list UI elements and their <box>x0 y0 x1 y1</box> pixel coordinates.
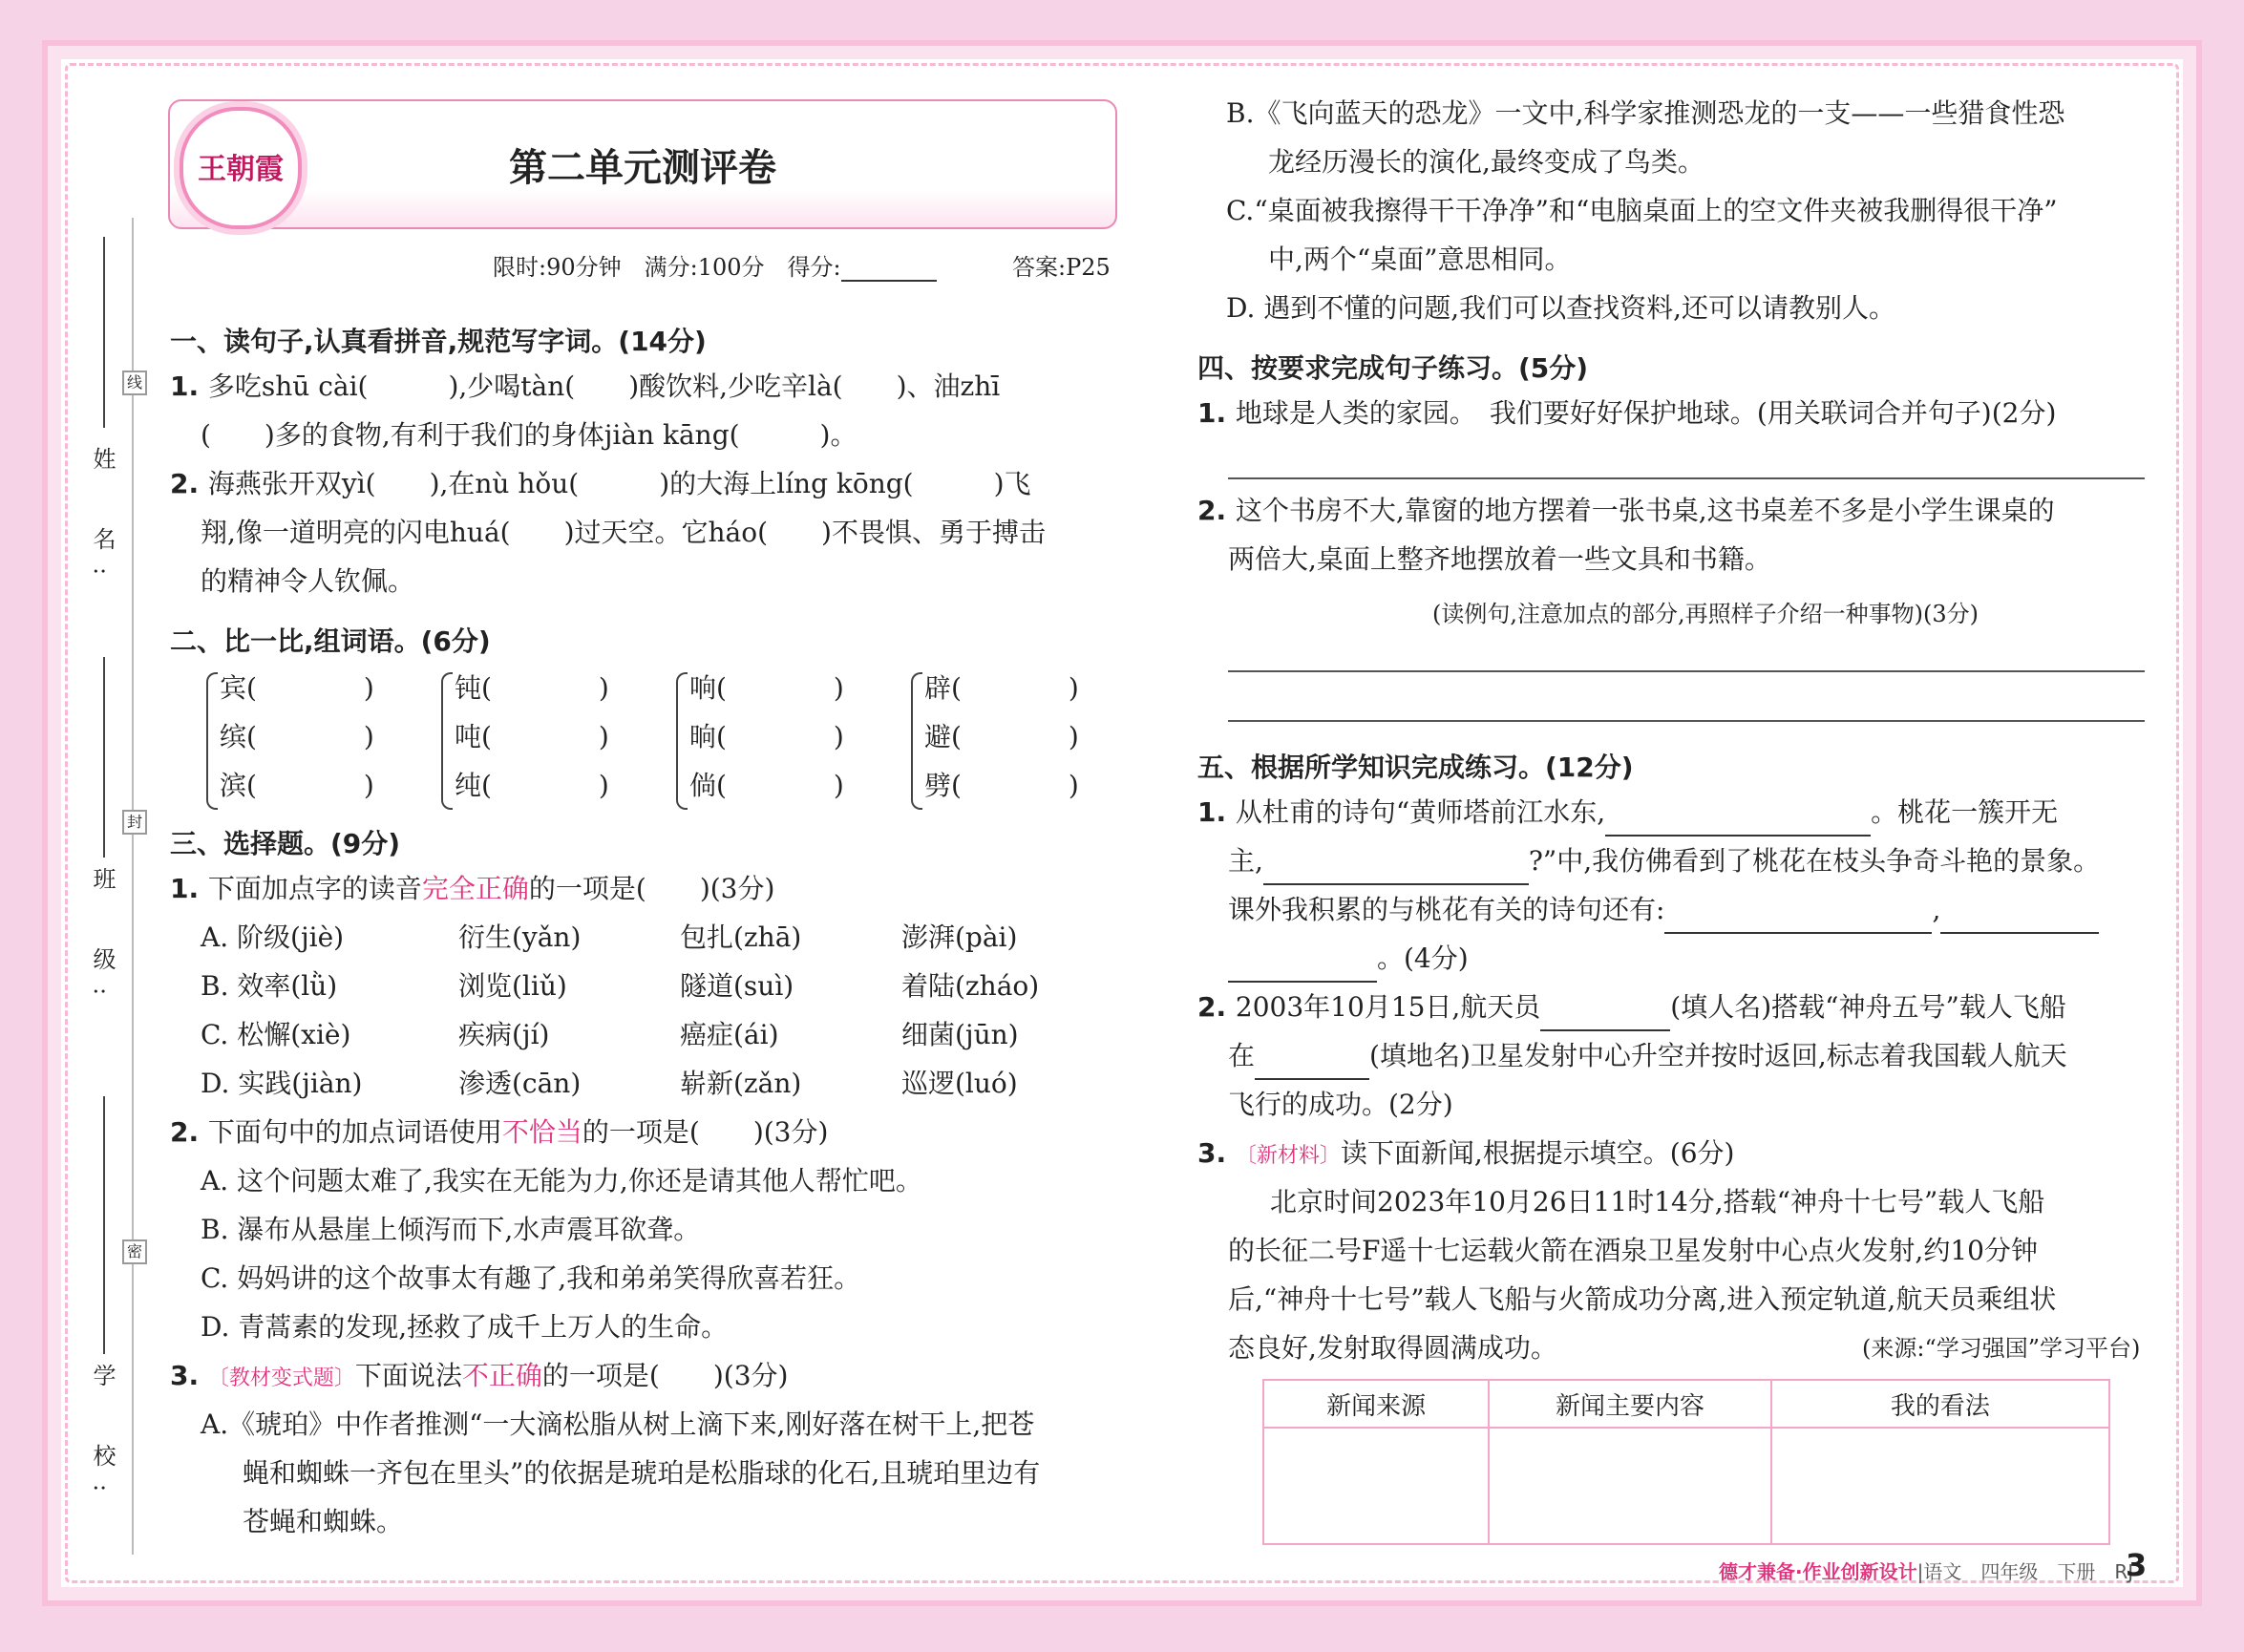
option-cell: C. 松懈(xiè) <box>201 1019 351 1050</box>
option-cell: B. 效率(lǜ) <box>201 970 338 1002</box>
option-cell: 渗透(cān) <box>458 1068 582 1099</box>
s3-q3-option-c-line2: 中,两个“桌面”意思相同。 <box>1268 244 1572 275</box>
exam-info-text: 限时:90分钟 满分:100分 得分: <box>493 254 841 281</box>
s5-q3-text: 读下面新闻,根据提示填空。(6分) <box>1340 1137 1735 1169</box>
s3-q3-stem <box>170 1352 788 1403</box>
s5-q2-text2a: 在 <box>1228 1040 1256 1071</box>
footer-info <box>1719 1557 2133 1584</box>
name-blank[interactable] <box>103 237 105 428</box>
brace <box>676 672 688 810</box>
s5-q1-text4: 。(4分) <box>1377 942 1469 974</box>
section-5-title: 五、根据所学知识完成练习。(12分) <box>1197 752 1634 783</box>
footer-meta: |语文 四年级 下册 RJ <box>1916 1560 2134 1583</box>
s3-q2-stem <box>170 1109 828 1156</box>
q-number: 1. <box>1197 796 1236 828</box>
q-number: 3. <box>1197 1137 1236 1169</box>
s3-q3-option-a-line1[interactable]: A.《琥珀》中作者推测“一大滴松脂从树上滴下来,刚好落在树干上,把苍 <box>201 1408 1035 1440</box>
s5-q1-text2a: 主, <box>1228 845 1263 877</box>
option-cell: 崭新(zǎn) <box>680 1068 802 1099</box>
section-3-title: 三、选择题。(9分) <box>170 828 401 859</box>
word-item: 避( ) <box>924 721 1079 752</box>
answer-line[interactable] <box>1228 670 2145 672</box>
word-item: 宾( ) <box>220 672 374 704</box>
answer-cell[interactable] <box>1771 1428 2109 1544</box>
answer-ref: 答案:P25 <box>1012 254 1111 281</box>
exam-page <box>42 40 2202 1606</box>
s3-q2-post: 的一项是( )(3分) <box>582 1116 829 1148</box>
s5-q1-text1b: 。桃花一簇开无 <box>1871 796 2059 828</box>
option-cell: 包扎(zhā) <box>680 921 802 953</box>
s5-q2-line2 <box>1228 1032 2067 1080</box>
brace <box>441 672 453 810</box>
s3-q3-option-a-line3: 苍蝇和蜘蛛。 <box>243 1506 404 1537</box>
table-header-cell: 新闻来源 <box>1263 1380 1489 1428</box>
s5-q1-line2 <box>1228 837 2100 885</box>
news-table <box>1262 1379 2110 1545</box>
s4-q1 <box>1197 390 2056 437</box>
q-number: 1. <box>170 371 208 402</box>
word-item: 辟( ) <box>924 672 1079 704</box>
word-item: 钝( ) <box>455 672 609 704</box>
s3-q3-option-c-line1[interactable]: C.“桌面被我擦得干干净净”和“电脑桌面上的空文件夹被我删得很干净” <box>1226 195 2058 226</box>
s1-q1-line1 <box>170 363 1000 411</box>
option-cell: 衍生(yǎn) <box>458 921 582 953</box>
s3-q2-option-c[interactable]: C. 妈妈讲的这个故事太有趣了,我和弟弟笑得欣喜若狂。 <box>201 1262 861 1294</box>
news-line-1: 北京时间2023年10月26日11时14分,搭载“神舟十七号”载人飞船 <box>1270 1186 2045 1218</box>
s1-q2-line1 <box>170 460 1031 508</box>
title-banner <box>168 99 1117 229</box>
section-4-title: 四、按要求完成句子练习。(5分) <box>1197 352 1589 384</box>
class-label: 班 级: <box>89 867 116 1013</box>
answer-cell[interactable] <box>1263 1428 1489 1544</box>
class-blank[interactable] <box>103 657 105 858</box>
s5-q3-stem <box>1197 1130 1734 1180</box>
option-cell: 着陆(zháo) <box>901 970 1040 1002</box>
news-line-3: 后,“神舟十七号”载人飞船与火箭成功分离,进入预定轨道,航天员乘组状 <box>1228 1283 2057 1315</box>
word-item: 劈( ) <box>924 770 1079 801</box>
s3-q3-tag: 〔教材变式题〕 <box>207 1366 355 1390</box>
s3-q2-option-b[interactable]: B. 瀑布从悬崖上倾泻而下,水声震耳欲聋。 <box>201 1214 701 1245</box>
s3-q3-option-a-line2: 蝇和蜘蛛一齐包在里头”的依据是琥珀是松脂球的化石,且琥珀里边有 <box>243 1457 1041 1489</box>
q-number: 3. <box>170 1360 208 1391</box>
word-item: 晌( ) <box>689 721 844 752</box>
s3-q3-option-b-line2: 龙经历漫长的演化,最终变成了鸟类。 <box>1268 146 1704 178</box>
s4-q1-text: 地球是人类的家园。 我们要好好保护地球。(用关联词合并句子)(2分) <box>1235 397 2057 429</box>
s4-q2-line2: 两倍大,桌面上整齐地摆放着一些文具和书籍。 <box>1228 543 1771 575</box>
s3-q2-pre: 下面句中的加点词语使用 <box>207 1116 502 1148</box>
s3-q3-pre: 下面说法 <box>354 1360 462 1391</box>
q-number: 1. <box>170 873 208 904</box>
poem-blank-3[interactable] <box>1664 903 1932 934</box>
binding-line <box>132 218 134 1555</box>
s3-q3-post: 的一项是( )(3分) <box>541 1360 789 1391</box>
s1-q1-line2: ( )多的食物,有利于我们的身体jiàn kāng( )。 <box>201 419 857 451</box>
word-item: 滨( ) <box>220 770 374 801</box>
s3-q2-option-a[interactable]: A. 这个问题太难了,我实在无能为力,你还是请其他人帮忙吧。 <box>201 1165 922 1197</box>
option-cell: 浏览(liǔ) <box>458 970 567 1002</box>
word-item: 倘( ) <box>689 770 844 801</box>
q-number: 2. <box>1197 991 1236 1023</box>
s5-q1-line3: 课外我积累的与桃花有关的诗句还有: , <box>1228 886 2099 934</box>
q-number: 1. <box>1197 397 1236 429</box>
page-title: 第二单元测评卷 <box>509 146 776 190</box>
s5-q2-line3: 飞行的成功。(2分) <box>1228 1089 1453 1120</box>
news-source: (来源:“学习强国”学习平台) <box>1862 1335 2141 1362</box>
s3-q2-keyword: 不恰当 <box>501 1116 582 1148</box>
s5-q1-text2b: ?”中,我仿佛看到了桃花在枝头争奇斗艳的景象。 <box>1528 845 2101 877</box>
brace <box>911 672 922 810</box>
option-cell: 癌症(ái) <box>680 1019 779 1050</box>
s3-q1-post: 的一项是( )(3分) <box>528 873 775 904</box>
s4-q2-text1: 这个书房不大,靠窗的地方摆着一张书桌,这书桌差不多是小学生课桌的 <box>1235 495 2055 526</box>
astronaut-blank[interactable] <box>1540 1001 1670 1031</box>
seal-secret-mark: 密 <box>122 1239 147 1264</box>
option-cell: D. 实践(jiàn) <box>201 1068 363 1099</box>
s5-q2-text1b: (填人名)搭载“神舟五号”载人飞船 <box>1670 991 2066 1023</box>
s1-q2-text1: 海燕张开双yì( ),在nù hǒu( )的大海上líng kōng( )飞 <box>207 468 1031 499</box>
poem-blank-1[interactable] <box>1605 806 1871 837</box>
q-number: 2. <box>1197 495 1236 526</box>
s3-q1-pre: 下面加点字的读音 <box>207 873 422 904</box>
s4-q2-line1 <box>1197 487 2055 535</box>
score-blank[interactable] <box>841 251 937 282</box>
school-label: 学 校: <box>89 1364 116 1510</box>
seal-seal-mark: 封 <box>122 810 147 835</box>
option-cell: 巡逻(luó) <box>901 1068 1018 1099</box>
s5-q2-text2b: (填地名)卫星发射中心升空并按时返回,标志着我国载人航天 <box>1369 1040 2067 1071</box>
s5-q2-line1 <box>1197 984 2066 1031</box>
option-cell: 细菌(jūn) <box>901 1019 1019 1050</box>
news-line-2: 的长征二号F遥十七运载火箭在酒泉卫星发射中心点火发射,约10分钟 <box>1228 1235 2038 1266</box>
s5-q3-tag: 〔新材料〕 <box>1235 1144 1341 1168</box>
brace <box>206 672 218 810</box>
section-2-title: 二、比一比,组词语。(6分) <box>170 625 491 657</box>
word-item: 缤( ) <box>220 721 374 752</box>
name-label: 姓 名: <box>89 447 116 593</box>
word-item: 纯( ) <box>455 770 609 801</box>
answer-line[interactable] <box>1228 720 2145 722</box>
word-item: 吨( ) <box>455 721 609 752</box>
s1-q1-text1: 多吃shū cài( ),少喝tàn( )酸饮料,少吃辛là( )、油zhī <box>207 371 1001 402</box>
s4-q2-note: (读例句,注意加点的部分,再照样子介绍一种事物)(3分) <box>1432 601 1979 627</box>
s5-q1-text3: 课外我积累的与桃花有关的诗句还有: <box>1228 894 1665 925</box>
option-cell: A. 阶级(jiè) <box>201 921 345 953</box>
s1-q2-line3: 的精神令人钦佩。 <box>201 565 415 597</box>
s3-q2-option-d[interactable]: D. 青蒿素的发现,拯救了成千上万人的生命。 <box>201 1311 729 1343</box>
footer-brand: 德才兼备·作业创新设计 <box>1719 1560 1917 1583</box>
table-header-cell: 我的看法 <box>1771 1380 2109 1428</box>
s1-q2-line2: 翔,像一道明亮的闪电huá( )过天空。它háo( )不畏惧、勇于搏击 <box>201 517 1046 548</box>
s5-q1-line1 <box>1197 789 2058 837</box>
s3-q3-option-b-line1[interactable]: B.《飞向蓝天的恐龙》一文中,科学家推测恐龙的一支——一些猎食性恐 <box>1226 97 2065 129</box>
s5-q1-text1a: 从杜甫的诗句“黄师塔前江水东, <box>1235 796 1606 828</box>
school-blank[interactable] <box>103 1096 105 1354</box>
poem-blank-2[interactable] <box>1263 855 1529 885</box>
table-header-row <box>1263 1380 2109 1428</box>
exam-info <box>493 248 937 282</box>
section-1-title: 一、读句子,认真看拼音,规范写字词。(14分) <box>170 326 707 357</box>
poem-blank-4[interactable] <box>1940 903 2099 934</box>
table-header-cell: 新闻主要内容 <box>1489 1380 1770 1428</box>
option-cell: 澎湃(pài) <box>901 921 1018 953</box>
option-cell: 疾病(jí) <box>458 1019 550 1050</box>
s5-q1-line4 <box>1228 935 1469 983</box>
answer-cell[interactable] <box>1489 1428 1770 1544</box>
s3-q3-keyword: 不正确 <box>461 1360 542 1391</box>
table-row <box>1263 1428 2109 1544</box>
option-cell: 隧道(suì) <box>680 970 794 1002</box>
seal-line-mark: 线 <box>122 371 147 395</box>
q-number: 2. <box>170 1116 208 1148</box>
news-line-4: 态良好,发射取得圆满成功。 <box>1228 1332 1557 1364</box>
page-number: 3 <box>2126 1547 2148 1583</box>
answer-line[interactable] <box>1228 477 2145 479</box>
s3-q1-stem <box>170 865 774 913</box>
poem-blank-5[interactable] <box>1228 952 1377 983</box>
q-number: 2. <box>170 468 208 499</box>
place-blank[interactable] <box>1255 1049 1369 1080</box>
s3-q3-option-d[interactable]: D. 遇到不懂的问题,我们可以查找资料,还可以请教别人。 <box>1226 292 1896 324</box>
s5-q2-text1a: 2003年10月15日,航天员 <box>1235 991 1541 1023</box>
word-item: 响( ) <box>689 672 844 704</box>
logo-text: 王朝霞 <box>198 153 284 186</box>
s3-q1-keyword: 完全正确 <box>421 873 529 904</box>
